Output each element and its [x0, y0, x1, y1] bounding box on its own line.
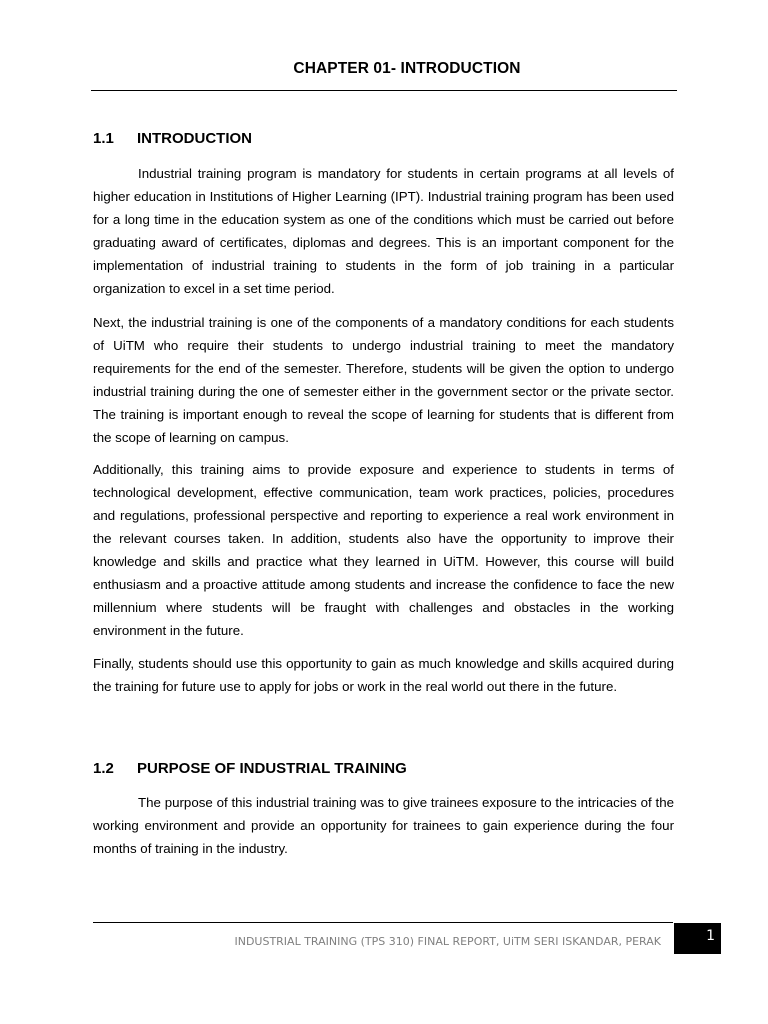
section-number: 1.2 — [93, 760, 114, 777]
paragraph: Additionally, this training aims to provide exposure and experience to students in terms of technological development, effective communication, team work practices, policies, procedures and regulations, professional perspective and reporting to experience a real work environment in the relevant courses taken. In addition, students also have the opportunity to improve their knowledge and skills and practice what they learned in UiTM. However, this course will build enthusiasm and a proactive attitude among students and increase the confidence to face the new millennium where students will be fraught with challenges and obstacles in the working environment in the future. — [93, 462, 674, 638]
section-number: 1.1 — [93, 130, 114, 147]
section-title: PURPOSE OF INDUSTRIAL TRAINING — [137, 760, 407, 777]
page-number: 1 — [674, 923, 721, 954]
footer-divider — [93, 922, 673, 923]
footer-text: INDUSTRIAL TRAINING (TPS 310) FINAL REPORT, UiTM SERI ISKANDAR, PERAK — [234, 935, 661, 948]
paragraph: Next, the industrial training is one of the components of a mandatory conditions for each students of UiTM who require their students to undergo industrial training to meet the mandatory requirements for the end of the semester. Therefore, students will be given the option to undergo industrial training during the one of semester either in the government sector or the private sector. The training is important enough to reveal the scope of learning for students that is different from the scope of learning on campus. — [93, 315, 674, 445]
section-heading-introduction — [93, 130, 252, 147]
section-heading-purpose — [93, 760, 407, 777]
title-divider — [91, 90, 677, 91]
paragraph: Finally, students should use this opportunity to gain as much knowledge and skills acquired during the training for future use to apply for jobs or work in the real world out there in the future. — [93, 656, 674, 694]
paragraph: The purpose of this industrial training was to give trainees exposure to the intricacies of the working environment and provide an opportunity for trainees to gain experience during the four months of training in the industry. — [93, 795, 674, 856]
chapter-title: CHAPTER 01- INTRODUCTION — [293, 60, 521, 77]
section-title: INTRODUCTION — [137, 130, 252, 147]
paragraph: Industrial training program is mandatory for students in certain programs at all levels of higher education in Institutions of Higher Learning (IPT). Industrial training program has been used for a long time in the education system as one of the conditions which must be carried out before graduating award of certificates, diplomas and degrees. This is an important component for the implementation of industrial training to students in the form of job training in a particular organization to excel in a set time period. — [93, 166, 674, 296]
